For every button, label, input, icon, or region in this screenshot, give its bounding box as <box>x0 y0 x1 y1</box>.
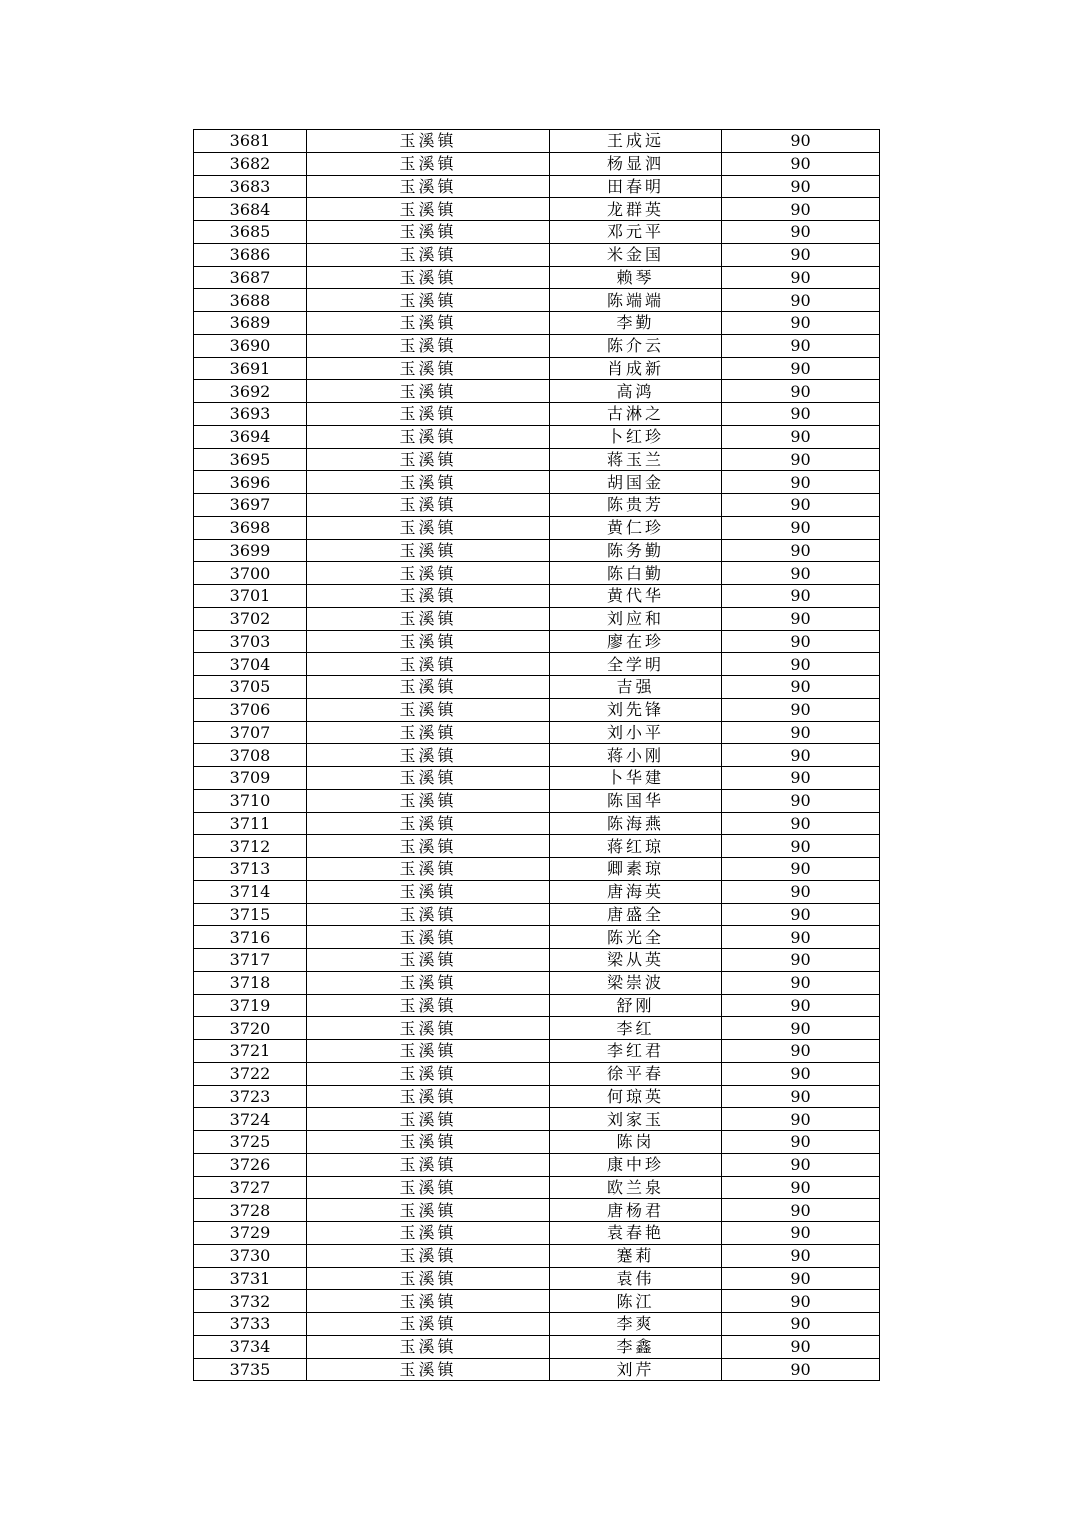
row-number-cell: 3685 <box>194 221 307 244</box>
person-name-cell: 李红君 <box>550 1040 722 1063</box>
score-cell: 90 <box>722 630 880 653</box>
person-name-cell: 梁从英 <box>550 949 722 972</box>
person-name-cell: 陈贵芳 <box>550 494 722 517</box>
table-row <box>194 266 880 289</box>
score-cell: 90 <box>722 266 880 289</box>
person-name-cell: 何琼英 <box>550 1085 722 1108</box>
person-name-cell: 刘先锋 <box>550 698 722 721</box>
table-row <box>194 289 880 312</box>
person-name-cell: 蒋红琼 <box>550 835 722 858</box>
row-number-cell: 3702 <box>194 607 307 630</box>
table-row <box>194 971 880 994</box>
row-number-cell: 3734 <box>194 1335 307 1358</box>
row-number-cell: 3703 <box>194 630 307 653</box>
person-name-cell: 徐平春 <box>550 1062 722 1085</box>
person-name-cell: 卿素琼 <box>550 858 722 881</box>
row-number-cell: 3710 <box>194 789 307 812</box>
row-number-cell: 3714 <box>194 880 307 903</box>
row-number-cell: 3690 <box>194 334 307 357</box>
score-cell: 90 <box>722 698 880 721</box>
person-name-cell: 李勤 <box>550 312 722 335</box>
town-cell: 玉溪镇 <box>307 767 550 790</box>
table-row <box>194 562 880 585</box>
town-cell: 玉溪镇 <box>307 949 550 972</box>
person-name-cell: 刘芹 <box>550 1358 722 1381</box>
row-number-cell: 3697 <box>194 494 307 517</box>
person-name-cell: 陈国华 <box>550 789 722 812</box>
row-number-cell: 3698 <box>194 516 307 539</box>
score-cell: 90 <box>722 1313 880 1336</box>
table-row <box>194 1153 880 1176</box>
person-name-cell: 卜红珍 <box>550 425 722 448</box>
row-number-cell: 3726 <box>194 1153 307 1176</box>
row-number-cell: 3727 <box>194 1176 307 1199</box>
table-row <box>194 880 880 903</box>
person-name-cell: 欧兰泉 <box>550 1176 722 1199</box>
row-number-cell: 3687 <box>194 266 307 289</box>
score-cell: 90 <box>722 1176 880 1199</box>
score-cell: 90 <box>722 1335 880 1358</box>
town-cell: 玉溪镇 <box>307 243 550 266</box>
town-cell: 玉溪镇 <box>307 130 550 153</box>
town-cell: 玉溪镇 <box>307 516 550 539</box>
person-name-cell: 肖成新 <box>550 357 722 380</box>
town-cell: 玉溪镇 <box>307 812 550 835</box>
person-name-cell: 胡国金 <box>550 471 722 494</box>
table-row <box>194 653 880 676</box>
score-cell: 90 <box>722 971 880 994</box>
table-row <box>194 676 880 699</box>
score-cell: 90 <box>722 721 880 744</box>
row-number-cell: 3696 <box>194 471 307 494</box>
score-cell: 90 <box>722 130 880 153</box>
table-row <box>194 630 880 653</box>
town-cell: 玉溪镇 <box>307 1153 550 1176</box>
table-row <box>194 767 880 790</box>
town-cell: 玉溪镇 <box>307 425 550 448</box>
row-number-cell: 3683 <box>194 175 307 198</box>
person-name-cell: 唐杨君 <box>550 1199 722 1222</box>
person-name-cell: 康中珍 <box>550 1153 722 1176</box>
table-row <box>194 516 880 539</box>
row-number-cell: 3709 <box>194 767 307 790</box>
town-cell: 玉溪镇 <box>307 334 550 357</box>
row-number-cell: 3732 <box>194 1290 307 1313</box>
row-number-cell: 3719 <box>194 994 307 1017</box>
town-cell: 玉溪镇 <box>307 630 550 653</box>
roster-table <box>193 129 880 1381</box>
score-cell: 90 <box>722 1153 880 1176</box>
town-cell: 玉溪镇 <box>307 585 550 608</box>
row-number-cell: 3711 <box>194 812 307 835</box>
town-cell: 玉溪镇 <box>307 539 550 562</box>
table-row <box>194 744 880 767</box>
town-cell: 玉溪镇 <box>307 744 550 767</box>
score-cell: 90 <box>722 357 880 380</box>
table-row <box>194 334 880 357</box>
person-name-cell: 卜华建 <box>550 767 722 790</box>
person-name-cell: 黄代华 <box>550 585 722 608</box>
person-name-cell: 陈务勤 <box>550 539 722 562</box>
row-number-cell: 3712 <box>194 835 307 858</box>
roster-table-body <box>194 130 880 1381</box>
table-row <box>194 1244 880 1267</box>
table-row <box>194 1313 880 1336</box>
score-cell: 90 <box>722 585 880 608</box>
town-cell: 玉溪镇 <box>307 562 550 585</box>
row-number-cell: 3718 <box>194 971 307 994</box>
person-name-cell: 陈江 <box>550 1290 722 1313</box>
score-cell: 90 <box>722 221 880 244</box>
table-row <box>194 1335 880 1358</box>
town-cell: 玉溪镇 <box>307 357 550 380</box>
score-cell: 90 <box>722 676 880 699</box>
person-name-cell: 黄仁珍 <box>550 516 722 539</box>
row-number-cell: 3688 <box>194 289 307 312</box>
table-row <box>194 926 880 949</box>
score-cell: 90 <box>722 471 880 494</box>
town-cell: 玉溪镇 <box>307 903 550 926</box>
score-cell: 90 <box>722 243 880 266</box>
table-row <box>194 1358 880 1381</box>
score-cell: 90 <box>722 812 880 835</box>
row-number-cell: 3686 <box>194 243 307 266</box>
table-row <box>194 994 880 1017</box>
table-row <box>194 858 880 881</box>
score-cell: 90 <box>722 835 880 858</box>
table-row <box>194 1176 880 1199</box>
table-row <box>194 494 880 517</box>
table-row <box>194 425 880 448</box>
table-row <box>194 1017 880 1040</box>
score-cell: 90 <box>722 1267 880 1290</box>
town-cell: 玉溪镇 <box>307 1244 550 1267</box>
table-row <box>194 448 880 471</box>
score-cell: 90 <box>722 1017 880 1040</box>
town-cell: 玉溪镇 <box>307 607 550 630</box>
person-name-cell: 陈白勤 <box>550 562 722 585</box>
score-cell: 90 <box>722 494 880 517</box>
row-number-cell: 3720 <box>194 1017 307 1040</box>
person-name-cell: 杨显泗 <box>550 152 722 175</box>
table-row <box>194 243 880 266</box>
person-name-cell: 陈介云 <box>550 334 722 357</box>
table-row <box>194 1085 880 1108</box>
table-row <box>194 312 880 335</box>
person-name-cell: 蒋小刚 <box>550 744 722 767</box>
person-name-cell: 蒋玉兰 <box>550 448 722 471</box>
person-name-cell: 廖在珍 <box>550 630 722 653</box>
table-row <box>194 539 880 562</box>
table-row <box>194 812 880 835</box>
score-cell: 90 <box>722 289 880 312</box>
table-row <box>194 698 880 721</box>
row-number-cell: 3722 <box>194 1062 307 1085</box>
row-number-cell: 3716 <box>194 926 307 949</box>
row-number-cell: 3707 <box>194 721 307 744</box>
town-cell: 玉溪镇 <box>307 971 550 994</box>
score-cell: 90 <box>722 949 880 972</box>
row-number-cell: 3682 <box>194 152 307 175</box>
person-name-cell: 陈岗 <box>550 1131 722 1154</box>
row-number-cell: 3681 <box>194 130 307 153</box>
table-row <box>194 949 880 972</box>
town-cell: 玉溪镇 <box>307 1085 550 1108</box>
score-cell: 90 <box>722 403 880 426</box>
score-cell: 90 <box>722 516 880 539</box>
table-row <box>194 471 880 494</box>
table-row <box>194 1267 880 1290</box>
person-name-cell: 唐海英 <box>550 880 722 903</box>
person-name-cell: 陈端端 <box>550 289 722 312</box>
row-number-cell: 3728 <box>194 1199 307 1222</box>
person-name-cell: 王成远 <box>550 130 722 153</box>
town-cell: 玉溪镇 <box>307 1176 550 1199</box>
person-name-cell: 舒刚 <box>550 994 722 1017</box>
score-cell: 90 <box>722 994 880 1017</box>
person-name-cell: 高鸿 <box>550 380 722 403</box>
score-cell: 90 <box>722 312 880 335</box>
row-number-cell: 3700 <box>194 562 307 585</box>
row-number-cell: 3717 <box>194 949 307 972</box>
table-row <box>194 835 880 858</box>
town-cell: 玉溪镇 <box>307 1062 550 1085</box>
person-name-cell: 李红 <box>550 1017 722 1040</box>
score-cell: 90 <box>722 903 880 926</box>
person-name-cell: 邓元平 <box>550 221 722 244</box>
town-cell: 玉溪镇 <box>307 1358 550 1381</box>
person-name-cell: 陈海燕 <box>550 812 722 835</box>
town-cell: 玉溪镇 <box>307 312 550 335</box>
town-cell: 玉溪镇 <box>307 198 550 221</box>
row-number-cell: 3729 <box>194 1222 307 1245</box>
table-row <box>194 1062 880 1085</box>
person-name-cell: 古淋之 <box>550 403 722 426</box>
row-number-cell: 3735 <box>194 1358 307 1381</box>
score-cell: 90 <box>722 562 880 585</box>
table-row <box>194 221 880 244</box>
person-name-cell: 田春明 <box>550 175 722 198</box>
row-number-cell: 3704 <box>194 653 307 676</box>
table-row <box>194 1131 880 1154</box>
person-name-cell: 李爽 <box>550 1313 722 1336</box>
score-cell: 90 <box>722 334 880 357</box>
row-number-cell: 3705 <box>194 676 307 699</box>
score-cell: 90 <box>722 1199 880 1222</box>
town-cell: 玉溪镇 <box>307 380 550 403</box>
town-cell: 玉溪镇 <box>307 494 550 517</box>
table-row <box>194 721 880 744</box>
score-cell: 90 <box>722 152 880 175</box>
score-cell: 90 <box>722 880 880 903</box>
score-cell: 90 <box>722 926 880 949</box>
town-cell: 玉溪镇 <box>307 1290 550 1313</box>
score-cell: 90 <box>722 1062 880 1085</box>
score-cell: 90 <box>722 448 880 471</box>
score-cell: 90 <box>722 1131 880 1154</box>
score-cell: 90 <box>722 380 880 403</box>
town-cell: 玉溪镇 <box>307 1335 550 1358</box>
row-number-cell: 3692 <box>194 380 307 403</box>
town-cell: 玉溪镇 <box>307 1267 550 1290</box>
town-cell: 玉溪镇 <box>307 266 550 289</box>
person-name-cell: 陈光全 <box>550 926 722 949</box>
town-cell: 玉溪镇 <box>307 789 550 812</box>
score-cell: 90 <box>722 1244 880 1267</box>
score-cell: 90 <box>722 1040 880 1063</box>
table-row <box>194 607 880 630</box>
score-cell: 90 <box>722 1358 880 1381</box>
score-cell: 90 <box>722 653 880 676</box>
score-cell: 90 <box>722 1222 880 1245</box>
table-row <box>194 357 880 380</box>
row-number-cell: 3715 <box>194 903 307 926</box>
person-name-cell: 袁伟 <box>550 1267 722 1290</box>
table-row <box>194 1199 880 1222</box>
table-row <box>194 403 880 426</box>
person-name-cell: 赖琴 <box>550 266 722 289</box>
table-row <box>194 152 880 175</box>
town-cell: 玉溪镇 <box>307 289 550 312</box>
row-number-cell: 3695 <box>194 448 307 471</box>
score-cell: 90 <box>722 198 880 221</box>
person-name-cell: 龙群英 <box>550 198 722 221</box>
row-number-cell: 3706 <box>194 698 307 721</box>
table-row <box>194 380 880 403</box>
row-number-cell: 3701 <box>194 585 307 608</box>
person-name-cell: 刘家玉 <box>550 1108 722 1131</box>
row-number-cell: 3693 <box>194 403 307 426</box>
score-cell: 90 <box>722 858 880 881</box>
row-number-cell: 3721 <box>194 1040 307 1063</box>
town-cell: 玉溪镇 <box>307 403 550 426</box>
town-cell: 玉溪镇 <box>307 721 550 744</box>
town-cell: 玉溪镇 <box>307 1313 550 1336</box>
town-cell: 玉溪镇 <box>307 1131 550 1154</box>
row-number-cell: 3731 <box>194 1267 307 1290</box>
score-cell: 90 <box>722 1108 880 1131</box>
table-row <box>194 789 880 812</box>
town-cell: 玉溪镇 <box>307 880 550 903</box>
score-cell: 90 <box>722 767 880 790</box>
row-number-cell: 3694 <box>194 425 307 448</box>
row-number-cell: 3730 <box>194 1244 307 1267</box>
town-cell: 玉溪镇 <box>307 152 550 175</box>
table-row <box>194 903 880 926</box>
row-number-cell: 3733 <box>194 1313 307 1336</box>
person-name-cell: 梁崇波 <box>550 971 722 994</box>
row-number-cell: 3708 <box>194 744 307 767</box>
town-cell: 玉溪镇 <box>307 653 550 676</box>
town-cell: 玉溪镇 <box>307 1017 550 1040</box>
town-cell: 玉溪镇 <box>307 994 550 1017</box>
town-cell: 玉溪镇 <box>307 221 550 244</box>
row-number-cell: 3691 <box>194 357 307 380</box>
table-row <box>194 1040 880 1063</box>
town-cell: 玉溪镇 <box>307 1108 550 1131</box>
person-name-cell: 米金国 <box>550 243 722 266</box>
town-cell: 玉溪镇 <box>307 926 550 949</box>
town-cell: 玉溪镇 <box>307 858 550 881</box>
row-number-cell: 3725 <box>194 1131 307 1154</box>
person-name-cell: 刘小平 <box>550 721 722 744</box>
town-cell: 玉溪镇 <box>307 835 550 858</box>
score-cell: 90 <box>722 607 880 630</box>
row-number-cell: 3724 <box>194 1108 307 1131</box>
score-cell: 90 <box>722 539 880 562</box>
town-cell: 玉溪镇 <box>307 471 550 494</box>
row-number-cell: 3689 <box>194 312 307 335</box>
town-cell: 玉溪镇 <box>307 1199 550 1222</box>
person-name-cell: 李鑫 <box>550 1335 722 1358</box>
score-cell: 90 <box>722 744 880 767</box>
person-name-cell: 刘应和 <box>550 607 722 630</box>
town-cell: 玉溪镇 <box>307 175 550 198</box>
table-row <box>194 175 880 198</box>
town-cell: 玉溪镇 <box>307 676 550 699</box>
person-name-cell: 全学明 <box>550 653 722 676</box>
row-number-cell: 3713 <box>194 858 307 881</box>
town-cell: 玉溪镇 <box>307 448 550 471</box>
person-name-cell: 蹇莉 <box>550 1244 722 1267</box>
score-cell: 90 <box>722 1290 880 1313</box>
score-cell: 90 <box>722 175 880 198</box>
table-row <box>194 198 880 221</box>
town-cell: 玉溪镇 <box>307 1222 550 1245</box>
score-cell: 90 <box>722 1085 880 1108</box>
table-row <box>194 1290 880 1313</box>
person-name-cell: 唐盛全 <box>550 903 722 926</box>
table-row <box>194 1222 880 1245</box>
row-number-cell: 3684 <box>194 198 307 221</box>
row-number-cell: 3723 <box>194 1085 307 1108</box>
table-row <box>194 585 880 608</box>
score-cell: 90 <box>722 425 880 448</box>
row-number-cell: 3699 <box>194 539 307 562</box>
person-name-cell: 袁春艳 <box>550 1222 722 1245</box>
table-row <box>194 1108 880 1131</box>
score-cell: 90 <box>722 789 880 812</box>
table-row <box>194 130 880 153</box>
town-cell: 玉溪镇 <box>307 1040 550 1063</box>
person-name-cell: 吉强 <box>550 676 722 699</box>
town-cell: 玉溪镇 <box>307 698 550 721</box>
